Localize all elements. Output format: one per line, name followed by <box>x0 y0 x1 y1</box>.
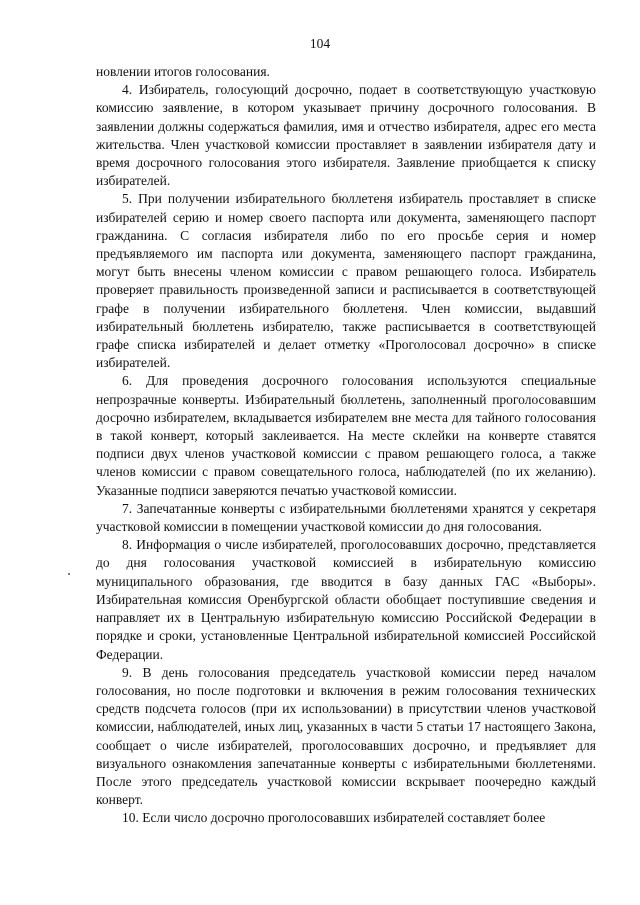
paragraph-8: 8. Информация о числе избирателей, проголосовавших досрочно, представляется до дня голосования участковой комиссией в избирательную комиссию муниципального образования, где вводится в базу данных ГАС «Выборы». Избирательная комиссия Оренбургской области обобщает поступившие сведения и направляет их в Центральную избирательную комиссию Российской Федерации в порядке и сроки, установленные Центральной избирательной комиссией Российской Федерации. <box>96 537 596 662</box>
document-body <box>96 63 596 828</box>
paragraph-10: 10. Если число досрочно проголосовавших избирателей составляет более <box>122 810 546 826</box>
paragraph-5: 5. При получении избирательного бюллетеня избиратель проставляет в списке избирателей серию и номер своего паспорта или документа, заменяющего паспорт гражданина. С согласия избирателя либо по его просьбе серия и номер предъявляемого им паспорта или документа, заменяющего паспорт гражданина, могут быть внесены членом комиссии с правом решающего голоса. Избиратель проверяет правильность произведенной записи и расписывается в соответствующей графе в получении избирательного бюллетеня. Член комиссии, выдавший избирательный бюллетень избирателю, также расписывается в соответствующей графе списка избирателей и делает отметку «Проголосовал досрочно» в списке избирателей. <box>96 191 596 371</box>
paragraph-9: 9. В день голосования председатель участковой комиссии перед началом голосования, но после подготовки и включения в режим голосования технических средств подсчета голосов (при их использовании) в присутствии членов участковой комиссии, наблюдателей, иных лиц, указанных в части 5 статьи 17 настоящего Закона, сообщает о числе избирателей, проголосовавших досрочно, и предъявляет для визуального ознакомления запечатанные конверты с избирательными бюллетенями. После этого председатель участковой комиссии вскрывает поочередно каждый конверт. <box>96 664 596 808</box>
scan-artifact-dot <box>68 573 70 575</box>
paragraph-6: 6. Для проведения досрочного голосования используются специальные непрозрачные конверты. Избирательный бюллетень, заполненный проголосовавшим досрочно избирателем, вкладывается избирателем вне места для тайного голосования в такой конверт, который заклеивается. На месте склейки на конверте ставятся подписи двух членов участковой комиссии с правом решающего голоса, а также членов комиссии с правом совещательного голоса, наблюдателей (по их желанию). Указанные подписи заверяются печатью участковой комиссии. <box>96 373 596 498</box>
page-number: 104 <box>309 36 331 51</box>
paragraph-continuation: новлении итогов голосования. <box>96 64 270 79</box>
paragraph-4: 4. Избиратель, голосующий досрочно, подает в соответствующую участковую комиссию заявление, в котором указывает причину досрочного голосования. В заявлении должны содержаться фамилия, имя и отчество избирателя, адрес его места жительства. Член участковой комиссии проставляет в заявлении избирателя дату и время досрочного голосования этого избирателя. Заявление приобщается к списку избирателей. <box>96 82 596 189</box>
paragraph-7: 7. Запечатанные конверты с избирательными бюллетенями хранятся у секретаря участковой комиссии в помещении участковой комиссии до дня голосования. <box>96 500 596 535</box>
